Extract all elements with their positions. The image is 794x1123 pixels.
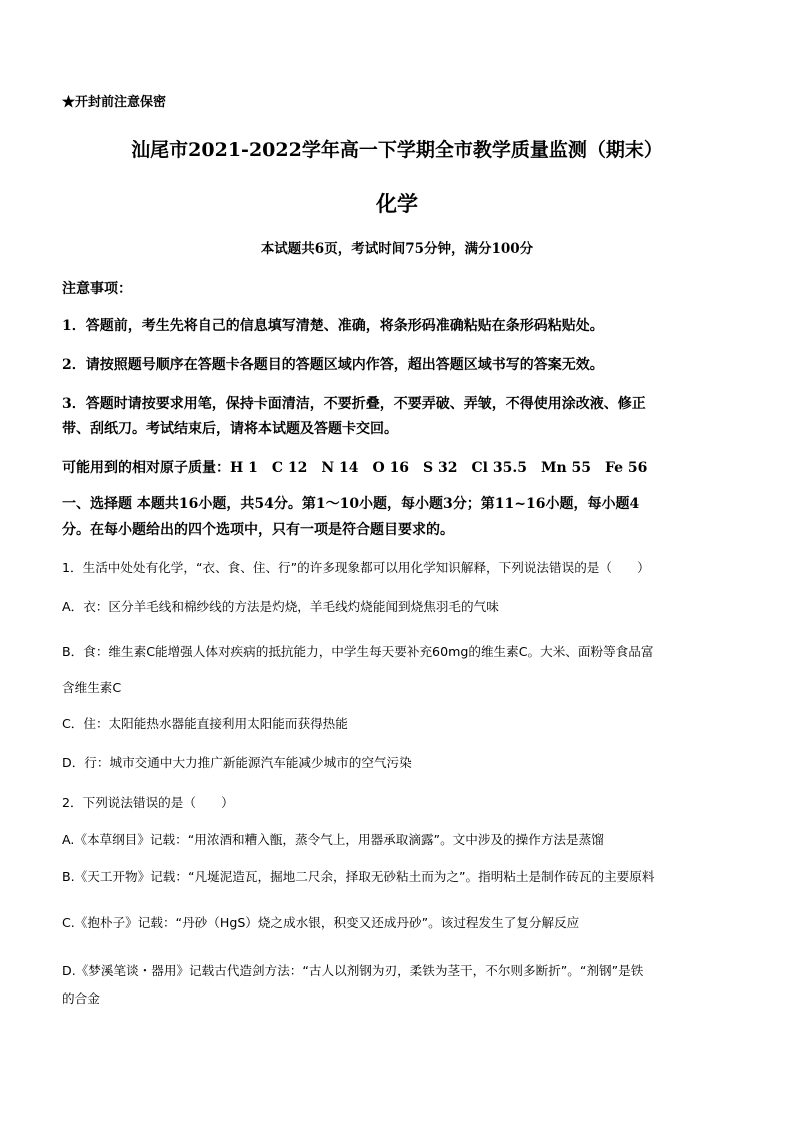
question-1-stem: 1．生活中处处有化学，“衣、食、住、行”的许多现象都可以用化学知识解释，下列说法错误的是（ ） (62, 560, 650, 575)
question-2-stem: 2．下列说法错误的是（ ） (62, 795, 234, 810)
note-item: 2．请按照题号顺序在答题卡各题目的答题区域内作答，超出答题区域书写的答案无效。 (62, 357, 604, 373)
exam-title: 汕尾市2021-2022学年高一下学期全市教学质量监测（期末） (131, 139, 663, 161)
question-2-option-b: B.《天工开物》记载：“凡埏泥造瓦，掘地二尺余，择取无砂粘土而为之”。指明粘土是制作砖瓦的主要原料 (62, 869, 655, 884)
question-2-option-d: D.《梦溪笔谈・器用》记载古代造剑方法：“古人以剂钢为刃，柔铁为茎干，不尔则多断折”。“剂钢”是铁 (62, 963, 644, 978)
question-1-option-b-continued: 含维生素C (62, 680, 122, 695)
section-heading: 一、选择题 本题共16小题，共54分。第1～10小题，每小题3分；第11~16小题，每小题4 (62, 496, 640, 512)
note-item: 3．答题时请按要求用笔，保持卡面清洁，不要折叠，不要弄破、弄皱，不得使用涂改液、修正 (62, 396, 646, 412)
note-item: 1．答题前，考生先将自己的信息填写清楚、准确，将条形码准确粘贴在条形码粘贴处。 (62, 318, 604, 334)
secret-notice: ★开封前注意保密 (62, 95, 167, 110)
subject-title: 化学 (376, 191, 418, 216)
question-1-option-a: A．衣：区分羊毛线和棉纱线的方法是灼烧，羊毛线灼烧能闻到烧焦羽毛的气味 (62, 599, 499, 614)
atomic-masses: 可能用到的相对原子质量：H 1 C 12 N 14 O 16 S 32 Cl 35.5 Mn 55 Fe 56 (62, 460, 648, 476)
note-item-continued: 带、刮纸刀。考试结束后，请将本试题及答题卡交回。 (62, 421, 398, 437)
section-heading-continued: 分。在每小题给出的四个选项中，只有一项是符合题目要求的。 (62, 522, 454, 538)
question-2-option-c: C.《抱朴子》记载：“丹砂（HgS）烧之成水银，积变又还成丹砂”。该过程发生了复分解反应 (62, 915, 580, 930)
notes-heading: 注意事项： (62, 281, 132, 297)
question-2-option-a: A.《本草纲目》记载：“用浓酒和糟入甑，蒸令气上，用器承取滴露”。文中涉及的操作方法是蒸馏 (62, 832, 604, 847)
question-1-option-b: B．食：维生素C能增强人体对疾病的抵抗能力，中学生每天要补充60mg的维生素C。大米、面粉等食品富 (62, 644, 654, 659)
question-1-option-d: D．行：城市交通中大力推广新能源汽车能减少城市的空气污染 (62, 755, 412, 770)
question-2-option-d-continued: 的合金 (62, 991, 100, 1006)
question-1-option-c: C．住：太阳能热水器能直接利用太阳能而获得热能 (62, 716, 348, 731)
exam-info: 本试题共6页，考试时间75分钟，满分100分 (260, 241, 534, 257)
